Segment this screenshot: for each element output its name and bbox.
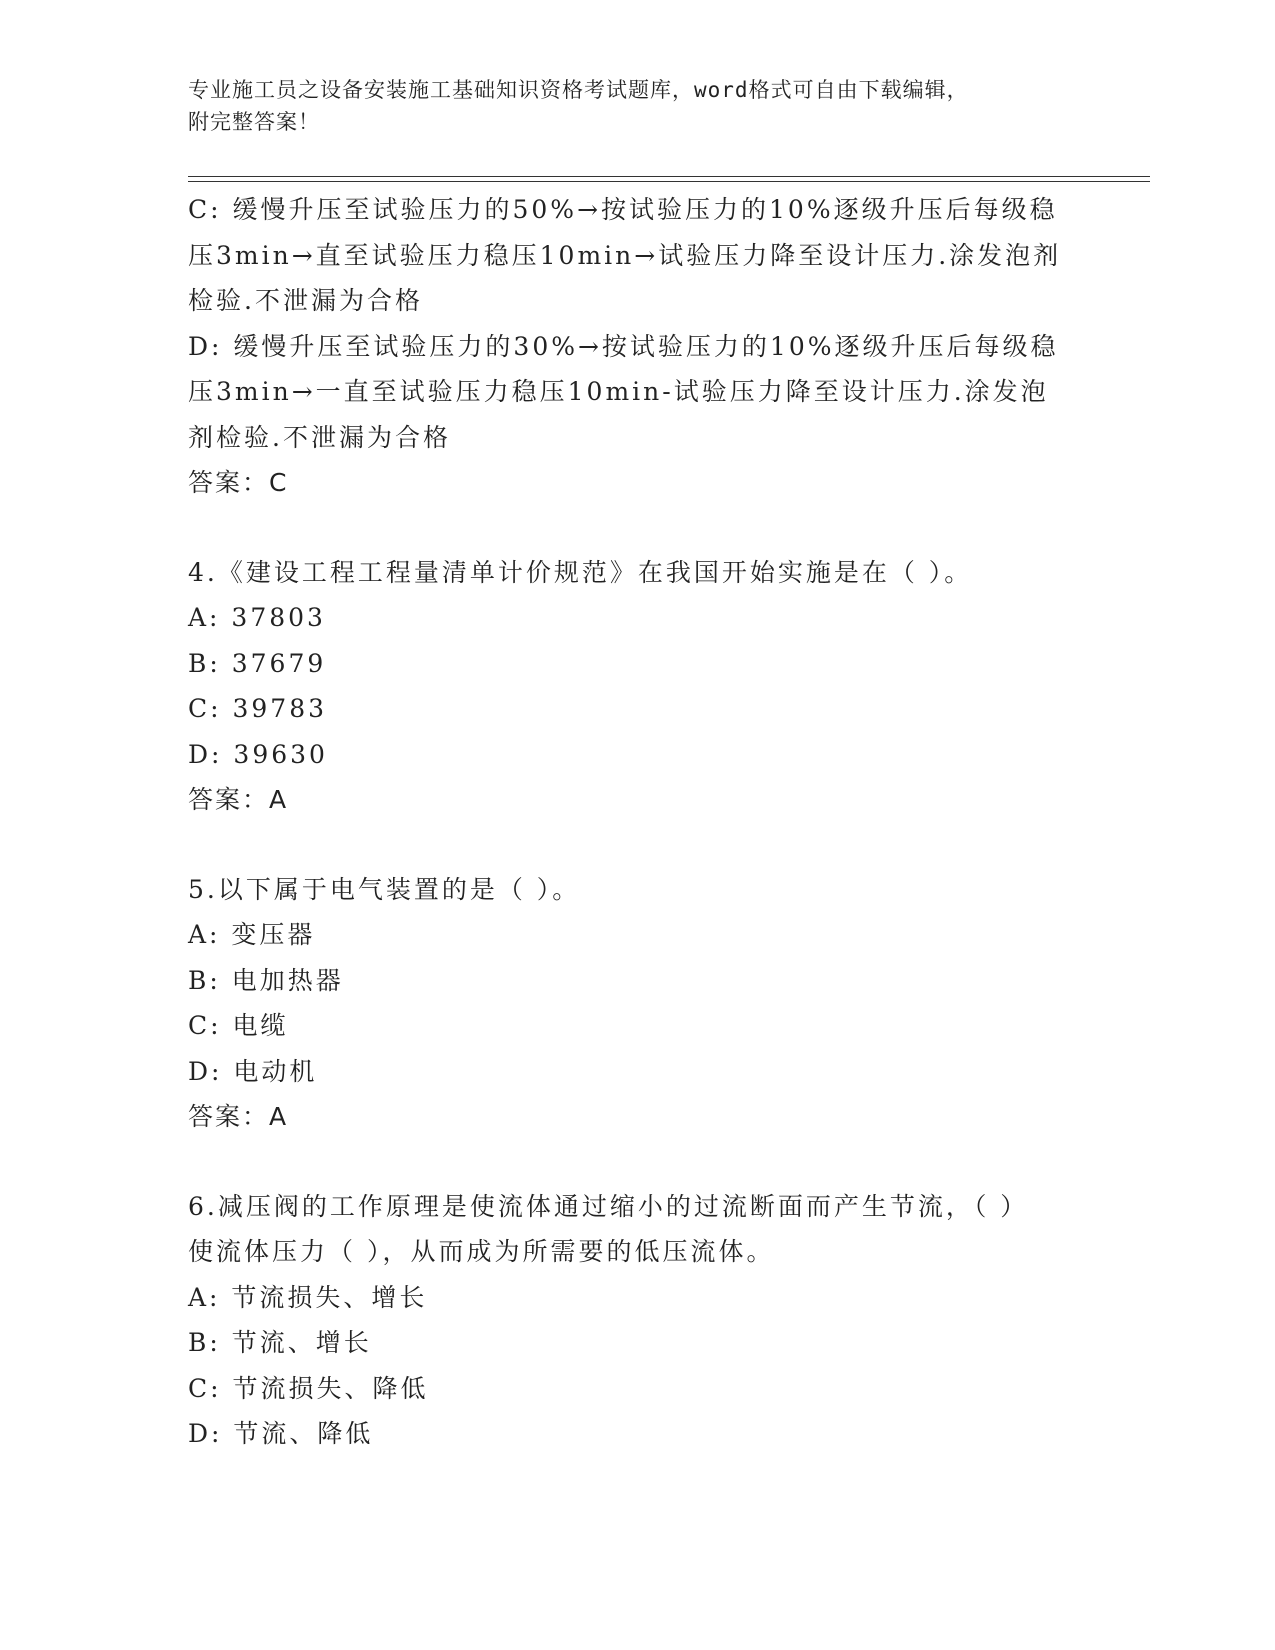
- header-divider-bottom: [188, 181, 1150, 182]
- question-5: [188, 867, 1068, 1140]
- option-d-line: 剂检验.不泄漏为合格: [188, 422, 451, 452]
- question-text: 使流体压力（ ），从而成为所需要的低压流体。: [188, 1237, 775, 1266]
- option-a: A: 变压器: [188, 920, 316, 949]
- option-d: D: 节流、降低: [188, 1419, 374, 1448]
- spacer: [188, 506, 1068, 550]
- answer-label: 答案：A: [188, 1102, 289, 1131]
- question-text: 6.减压阀的工作原理是使流体通过缩小的过流断面而产生节流，（ ）: [188, 1191, 1029, 1221]
- option-d: D: 电动机: [188, 1056, 318, 1086]
- option-d-line: 压3min→一直至试验压力稳压10min-试验压力降至设计压力.涂发泡: [188, 377, 1049, 406]
- header-divider-top: [188, 176, 1150, 177]
- option-c-line: 压3min→直至试验压力稳压10min→试验压力降至设计压力.涂发泡剂: [188, 240, 1062, 270]
- option-a: A: 节流损失、增长: [188, 1282, 428, 1312]
- question-4: [188, 550, 1068, 823]
- document-header: [188, 74, 1068, 138]
- question-3-continuation: [188, 187, 1068, 506]
- answer-label: 答案：A: [188, 785, 289, 814]
- header-line-2: 附完整答案！: [188, 110, 320, 134]
- answer-label: 答案：C: [188, 468, 289, 497]
- spacer: [188, 823, 1068, 867]
- option-a: A: 37803: [188, 603, 326, 632]
- option-d-line: D: 缓慢升压至试验压力的30%→按试验压力的10%逐级升压后每级稳: [188, 331, 1059, 361]
- question-6: [188, 1184, 1068, 1457]
- option-d: D: 39630: [188, 739, 328, 769]
- option-c: C: 电缆: [188, 1011, 289, 1040]
- option-c-line: 检验.不泄漏为合格: [188, 286, 423, 315]
- option-c: C: 39783: [188, 694, 328, 723]
- option-b: B: 电加热器: [188, 965, 344, 995]
- question-text: 4.《建设工程工程量清单计价规范》在我国开始实施是在（ ）。: [188, 557, 973, 587]
- question-content: [188, 187, 1068, 1457]
- option-b: B: 节流、增长: [188, 1328, 372, 1357]
- option-c-line: C: 缓慢升压至试验压力的50%→按试验压力的10%逐级升压后每级稳: [188, 195, 1058, 224]
- option-b: B: 37679: [188, 648, 327, 678]
- spacer: [188, 1140, 1068, 1184]
- question-text: 5.以下属于电气装置的是（ ）。: [188, 874, 581, 904]
- header-line-1: 专业施工员之设备安装施工基础知识资格考试题库，word格式可自由下载编辑，: [188, 78, 969, 102]
- option-c: C: 节流损失、降低: [188, 1373, 429, 1403]
